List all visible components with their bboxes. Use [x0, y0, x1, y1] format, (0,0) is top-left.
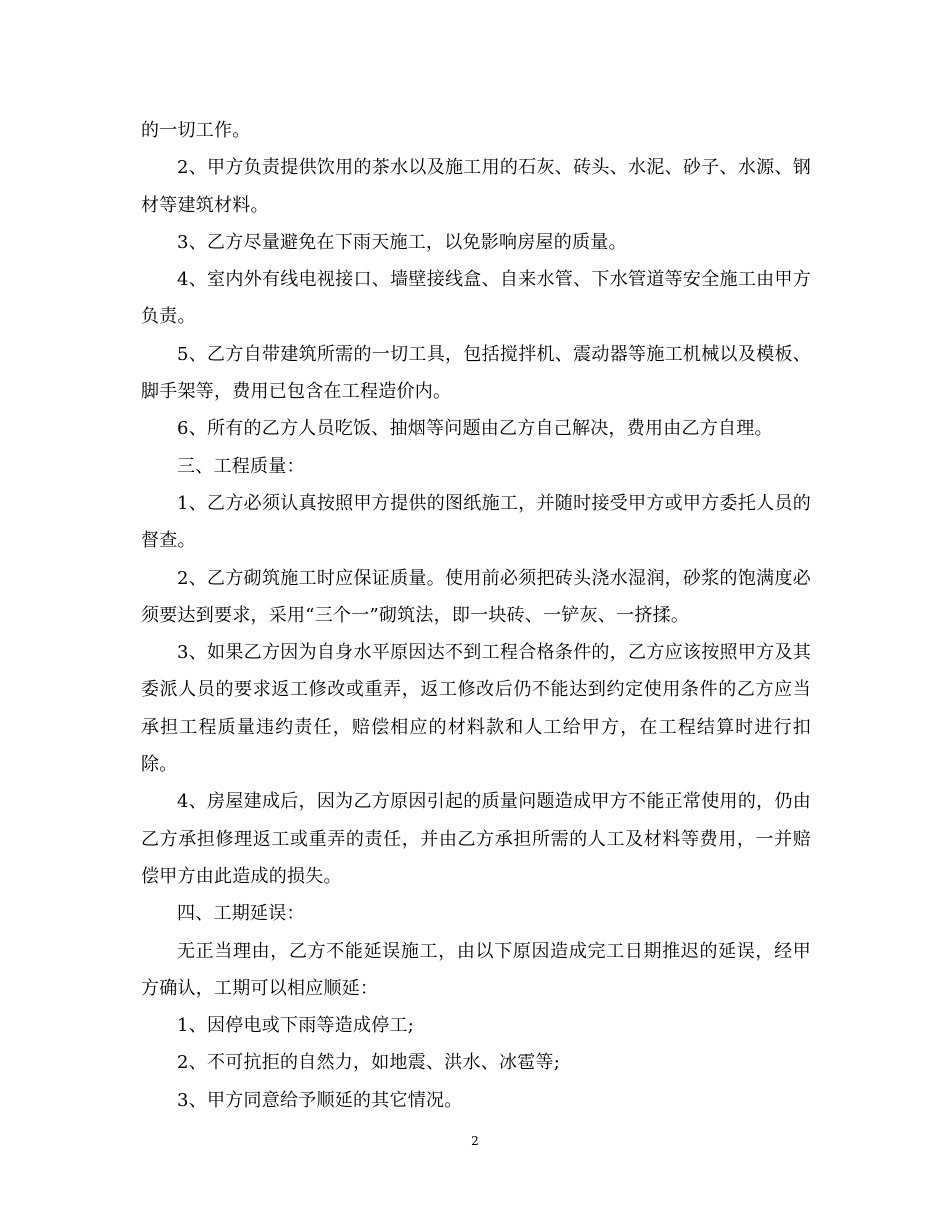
- paragraph-quality-3: 3、如果乙方因为自身水平原因达不到工程合格条件的，乙方应该按照甲方及其委派人员的要求返工修改或重弄，返工修改后仍不能达到约定使用条件的乙方应当承担工程质量违约责任，赔偿相应的材料款和人工给甲方，在工程结算时进行扣除。: [141, 642, 811, 776]
- section-heading-delay: 四、工期延误：: [177, 903, 305, 925]
- paragraph-delay-2: 2、不可抗拒的自然力，如地震、洪水、冰雹等;: [177, 1052, 561, 1074]
- paragraph-continuation: 的一切工作。: [141, 120, 251, 141]
- paragraph-item-2-materials: 2、甲方负责提供饮用的茶水以及施工用的石灰、砖头、水泥、砂子、水源、钢材等建筑材料。: [141, 157, 811, 216]
- paragraph-item-6-meals: 6、所有的乙方人员吃饭、抽烟等问题由乙方自己解决，费用由乙方自理。: [177, 418, 773, 440]
- paragraph-item-5-tools: 5、乙方自带建筑所需的一切工具，包括搅拌机、震动器等施工机械以及模板、脚手架等，费用已包含在工程造价内。: [141, 343, 811, 403]
- paragraph-quality-4: 4、房屋建成后，因为乙方原因引起的质量问题造成甲方不能正常使用的，仍由乙方承担修理返工或重弄的责任，并由乙方承担所需的人工及材料等费用，一并赔偿甲方由此造成的损失。: [141, 791, 811, 887]
- paragraph-item-4-installations: 4、室内外有线电视接口、墙壁接线盒、自来水管、下水管道等安全施工由甲方负责。: [141, 269, 811, 328]
- document-body: [141, 112, 811, 1119]
- paragraph-delay-3: 3、甲方同意给予顺延的其它情况。: [177, 1089, 463, 1111]
- section-heading-quality: 三、工程质量：: [177, 455, 305, 477]
- paragraph-quality-2: 2、乙方砌筑施工时应保证质量。使用前必须把砖头浇水湿润，砂浆的饱满度必须要达到要求，采用“三个一”砌筑法，即一块砖、一铲灰、一挤揉。: [141, 567, 811, 626]
- paragraph-delay-intro: 无正当理由，乙方不能延误施工，由以下原因造成完工日期推迟的延误，经甲方确认，工期可以相应顺延：: [141, 940, 811, 999]
- paragraph-quality-1: 1、乙方必须认真按照甲方提供的图纸施工，并随时接受甲方或甲方委托人员的督查。: [141, 492, 811, 552]
- page-number: 2: [471, 1134, 479, 1148]
- paragraph-item-3-rain: 3、乙方尽量避免在下雨天施工，以免影响房屋的质量。: [177, 231, 627, 253]
- paragraph-delay-1: 1、因停电或下雨等造成停工;: [177, 1015, 415, 1037]
